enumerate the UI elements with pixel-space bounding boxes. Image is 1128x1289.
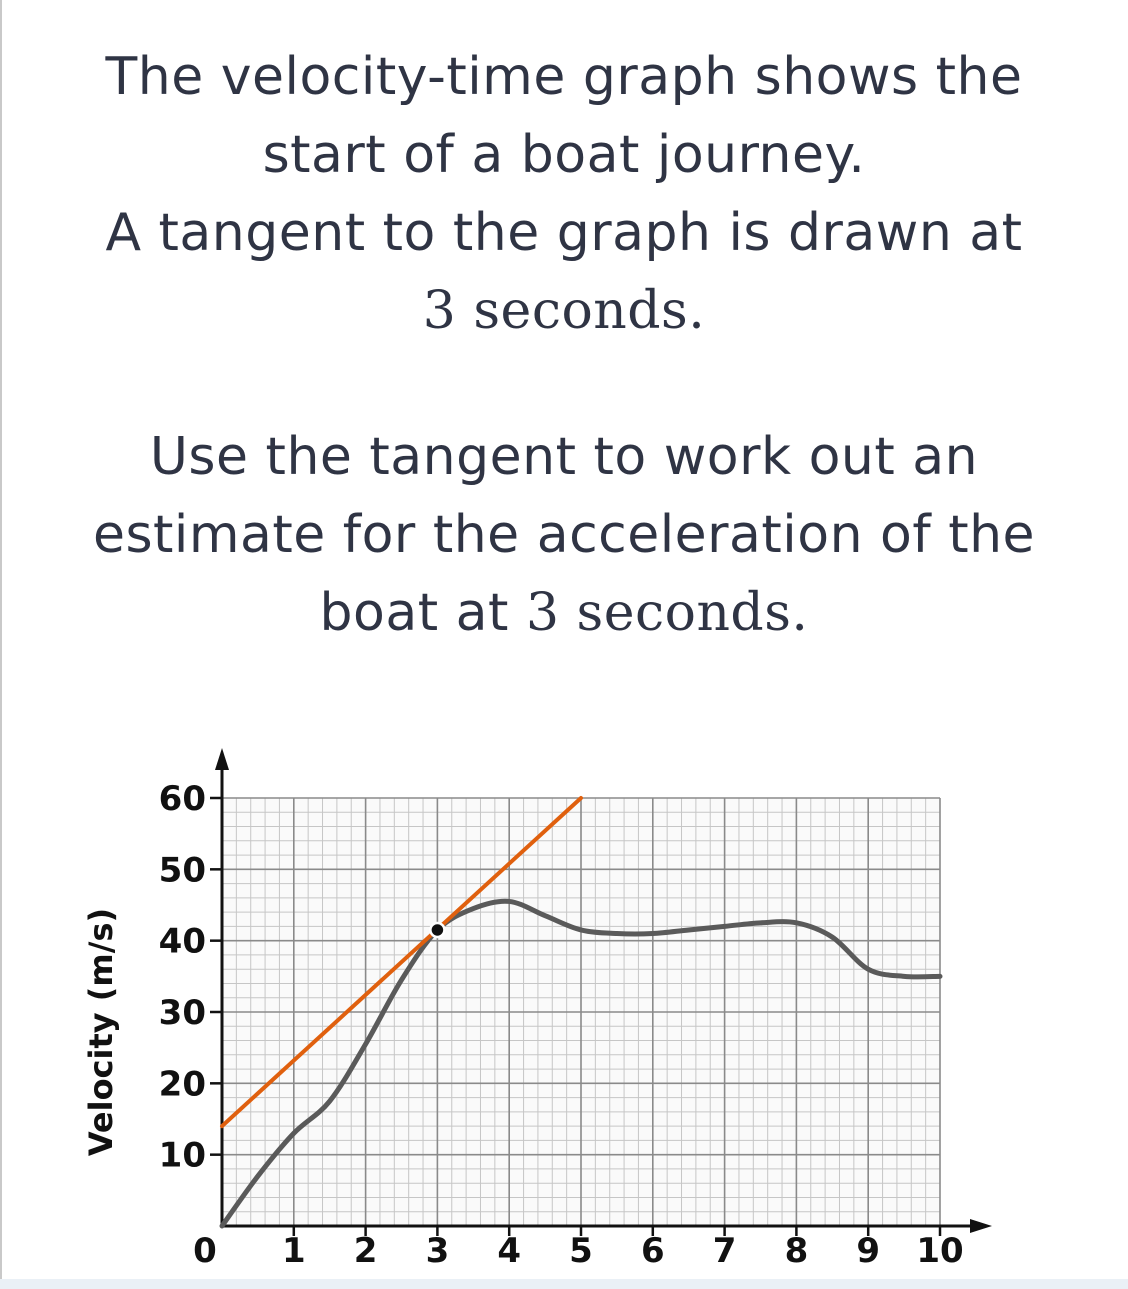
question-line-part: boat at	[319, 583, 526, 643]
y-tick-label: 10	[158, 1135, 206, 1176]
x-tick-label: 7	[712, 1231, 737, 1271]
x-tick-label: 5	[569, 1231, 593, 1271]
x-tick-label: 6	[640, 1231, 665, 1271]
question-line: Use the tangent to work out an	[149, 427, 979, 487]
y-tick-label: 40	[158, 921, 206, 962]
question-line: The velocity-time graph shows the	[105, 47, 1023, 107]
y-tick-label: 60	[158, 779, 206, 819]
x-tick-label: 1	[281, 1231, 306, 1271]
x-tick-label: 8	[784, 1231, 809, 1271]
y-axis-arrow	[215, 748, 229, 770]
question-line: 3 seconds.	[422, 281, 706, 341]
y-axis-label: Velocity (m/s)	[82, 907, 120, 1157]
x-tick-label: 0	[193, 1231, 217, 1271]
tangent-point-marker	[430, 923, 444, 937]
y-tick-label: 30	[158, 993, 206, 1033]
x-tick-label: 10	[916, 1231, 964, 1271]
x-tick-label: 4	[497, 1231, 522, 1271]
bottom-strip	[0, 1279, 1128, 1289]
x-axis-arrow	[970, 1219, 992, 1233]
x-tick-label: 2	[353, 1231, 378, 1271]
question-line-part: 3 seconds.	[525, 583, 809, 643]
question-line: start of a boat journey.	[262, 125, 866, 185]
question-line: A tangent to the graph is drawn at	[105, 203, 1023, 263]
x-tick-label: 9	[856, 1231, 881, 1271]
y-tick-label: 20	[158, 1064, 206, 1105]
x-tick-label: 3	[425, 1231, 450, 1271]
y-tick-label: 50	[158, 850, 206, 891]
question-line: estimate for the acceleration of the	[92, 505, 1036, 565]
